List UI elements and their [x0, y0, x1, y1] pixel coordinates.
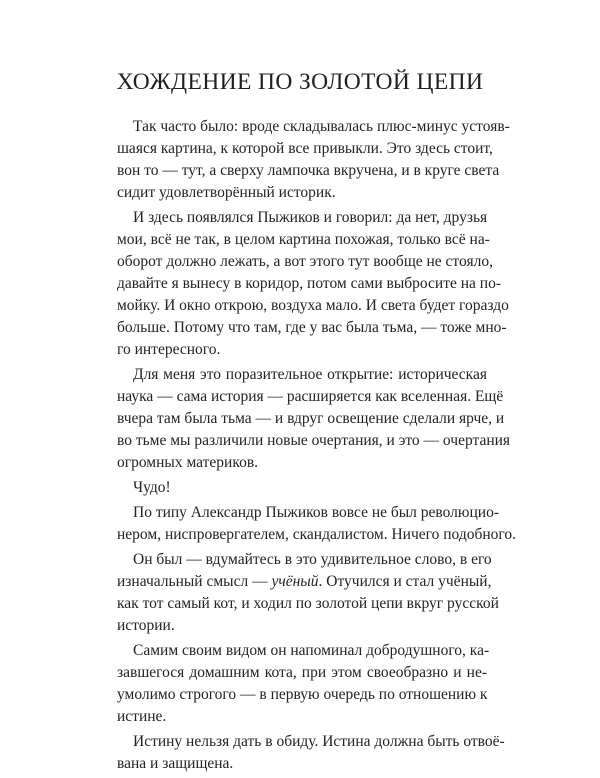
text-line: Так часто было: вроде складывалась плюс-минус устояв- — [133, 118, 510, 135]
paragraph — [117, 116, 510, 204]
text-line: По типу Александр Пыжиков вовсе не был революцио- — [133, 504, 499, 521]
text-line: мойку. И окно открою, воздуха мало. И света будет гораздо — [117, 297, 509, 314]
text-line: давайте я вынесу в коридор, потом сами выбросите на по- — [117, 275, 501, 292]
text-line: завшегося домашним кота, при этом своеобразно и не- — [117, 664, 487, 681]
italic-word: учёный — [271, 573, 319, 590]
text-line: Чудо! — [133, 479, 171, 496]
text-line: оборот должно лежать, а вот этого тут вообще не стояло, — [117, 253, 493, 270]
paragraph — [117, 364, 511, 474]
text-line: вон то — тут, а сверху лампочка вкручена, и в круге света — [117, 162, 500, 179]
text-line: го интересного. — [117, 341, 221, 358]
text-line: наука — сама история — расширяется как вселенная. Ещё — [117, 388, 504, 405]
text-span: изначальный смысл — — [117, 573, 272, 590]
text-line: во тьме мы различили новые очертания, и это — очертания — [117, 432, 511, 449]
chapter-body — [117, 116, 516, 778]
text-line: сидит удовлетворённый историк. — [117, 184, 336, 201]
text-line: вана и защищена. — [117, 755, 234, 772]
text-line: Для меня это поразительное открытие: историческая — [133, 366, 487, 383]
text-line: больше. Потому что там, где у вас была тьма, — тоже мно- — [117, 319, 507, 336]
text-span: . Отучился и стал учёный, — [318, 573, 492, 590]
text-line: вчера там была тьма — и вдруг освещение сделали ярче, и — [117, 410, 505, 427]
paragraph — [117, 477, 487, 499]
text-line: нером, ниспровергателем, скандалистом. Ничего подобного. — [117, 526, 516, 543]
text-line: истине. — [117, 708, 167, 725]
text-line: мои, всё не так, в целом картина похожая, только всё на- — [117, 231, 490, 248]
text-line: Самим своим видом он напоминал добродушного, ка- — [133, 642, 490, 659]
text-line: И здесь появлялся Пыжиков и говорил: да нет, друзья — [133, 209, 488, 226]
text-line: Он был — вдумайтесь в это удивительное слово, в его — [133, 551, 492, 568]
paragraph — [117, 207, 509, 361]
text-line: умолимо строгого — в первую очередь по отношению к — [117, 686, 488, 703]
paragraph — [117, 731, 505, 775]
paragraph — [117, 502, 516, 546]
chapter-title: ХОЖДЕНИЕ ПО ЗОЛОТОЙ ЦЕПИ — [116, 69, 484, 95]
paragraph — [117, 640, 490, 728]
text-line: истории. — [117, 617, 175, 634]
text-line: шаяся картина, к которой все привыкли. Это здесь стоит, — [117, 140, 493, 157]
text-line: как тот самый кот, и ходил по золотой цепи вкруг русской — [117, 595, 499, 612]
text-line: огромных материков. — [117, 454, 259, 471]
text-line: Истину нельзя дать в обиду. Истина должна быть отвоё- — [133, 733, 505, 750]
text-line — [117, 571, 492, 593]
paragraph — [117, 549, 499, 637]
